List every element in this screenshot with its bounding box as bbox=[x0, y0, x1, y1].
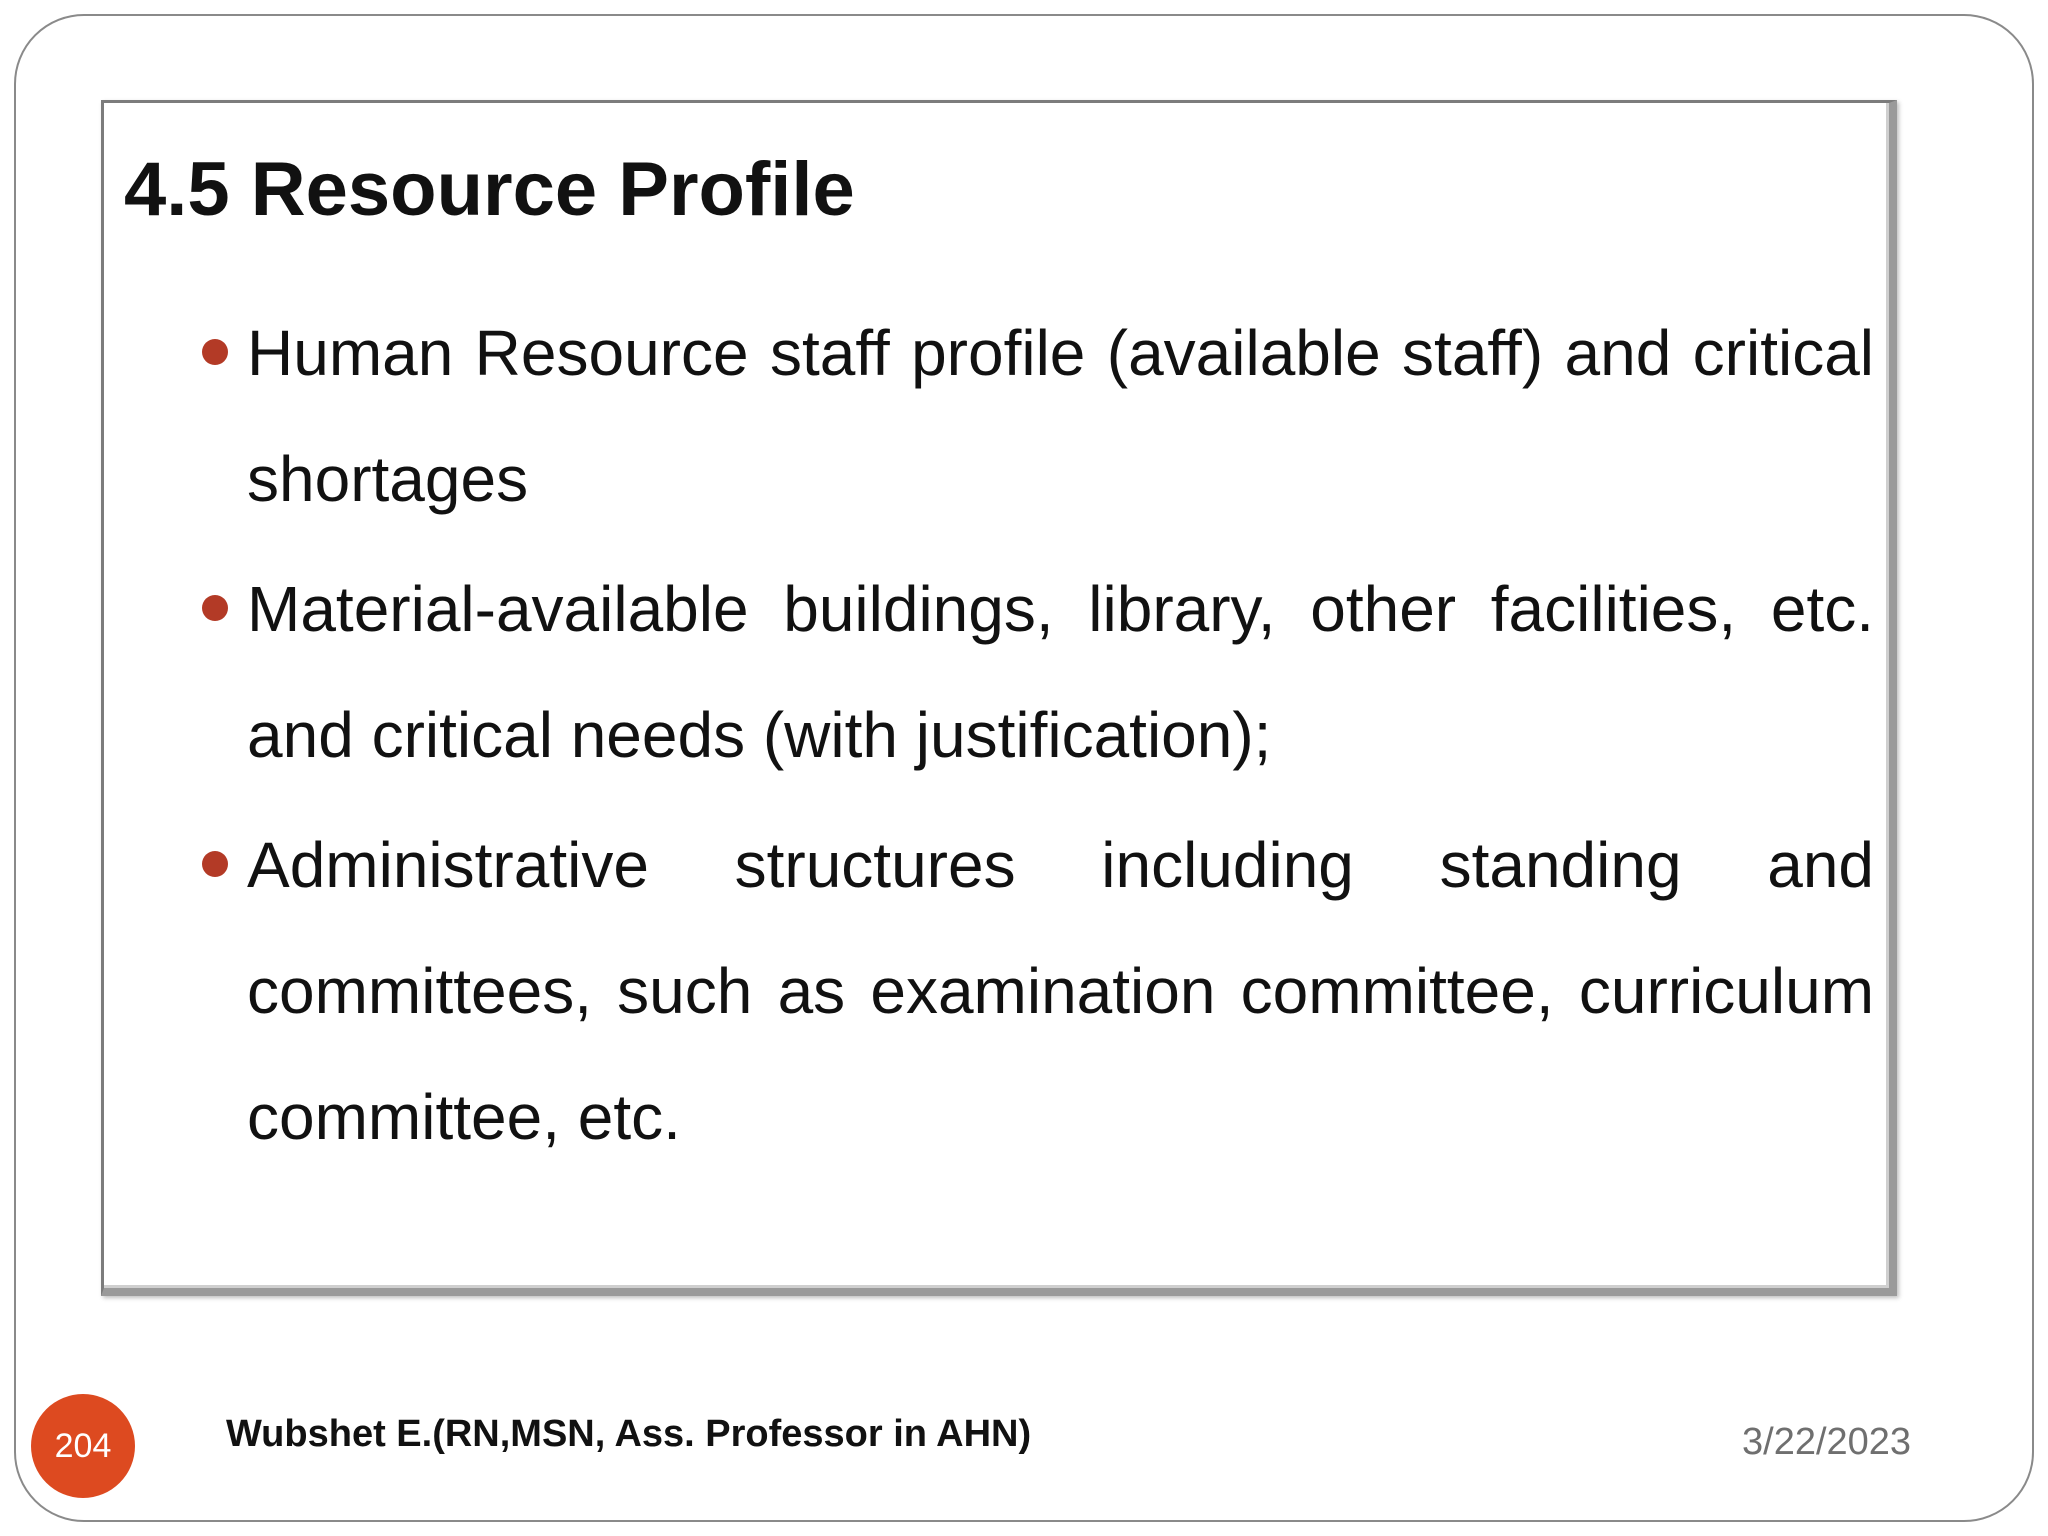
slide-title: 4.5 Resource Profile bbox=[124, 147, 855, 232]
bullet-dot-icon bbox=[202, 595, 228, 621]
bullet-text: Material-available buildings, library, other facilities, etc. and critical needs (with justification); bbox=[247, 573, 1874, 771]
page-number-badge bbox=[31, 1394, 135, 1498]
page-number: 204 bbox=[54, 1426, 112, 1465]
footer-date: 3/22/2023 bbox=[1742, 1421, 1912, 1463]
bullet-text: Human Resource staff profile (available staff) and critical shortages bbox=[247, 317, 1874, 515]
bullet-item-human-resource bbox=[247, 290, 1874, 542]
bullet-dot-icon bbox=[202, 851, 228, 877]
bullet-dot-icon bbox=[202, 339, 228, 365]
bullet-item-administrative bbox=[247, 802, 1874, 1180]
bullet-item-material bbox=[247, 546, 1874, 798]
footer-author: Wubshet E.(RN,MSN, Ass. Professor in AHN) bbox=[226, 1413, 1032, 1455]
bullet-list bbox=[247, 290, 1874, 1184]
bullet-text: Administrative structures including standing and committees, such as examination committee, curriculum committee, etc. bbox=[247, 829, 1874, 1153]
